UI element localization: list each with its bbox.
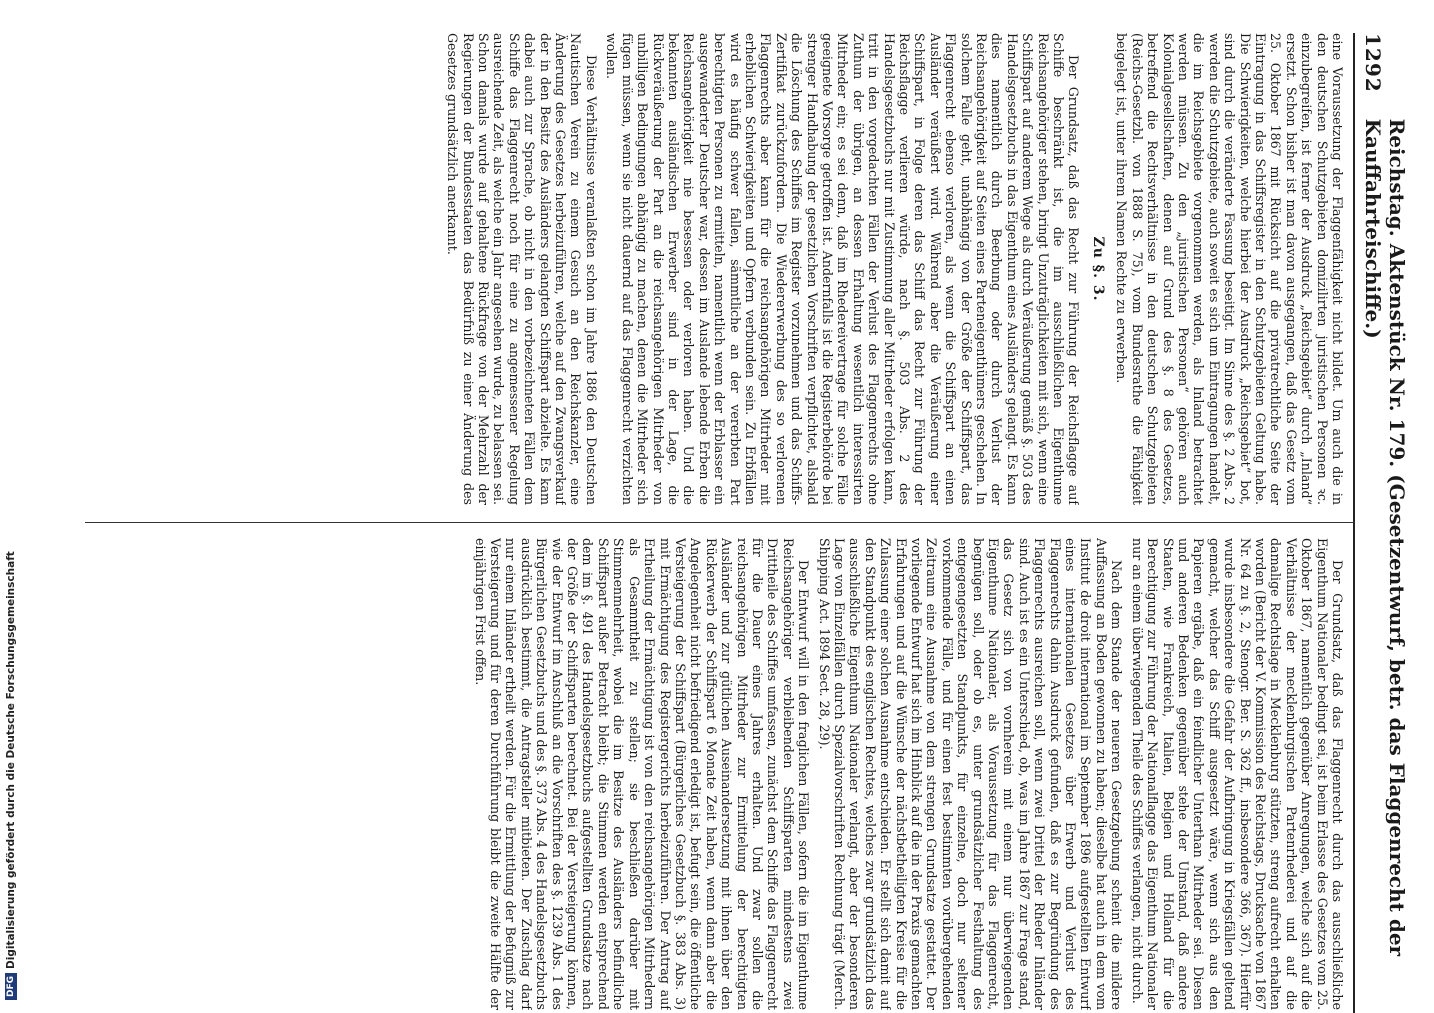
digitization-credit — [0, 0, 40, 1000]
paragraph: Diese Verhältnisse veranlaßten schon im Jahre 1886 den Deutschen Nautischen Verein zu einem Gesuch an den Reichskanzler, eine Änderung des Gesetzes herbeizuführen, welche auf den Zwangsverkauf der in den Besitz des Ausländers gelangten Schiffspart abzielte. Es kam dabei auch zur Sprache, ob nicht in den vorbezeichneten Fällen dem Schiffe das Flaggenrecht noch für eine zu angemessener Regelung ausreichende Zeit, als welche ein Jahr angesehen wurde, zu belassen sei. Schon damals wurde auf gehaltene Rückfrage von der Mehrzahl der Regierungen der Bundesstaaten das Bedürfniß zu einer Änderung des Gesetzes grundsätzlich anerkannt. — [445, 33, 599, 505]
page-title: Reichstag. Aktenstück Nr. 179. (Gesetzentwurf, betr. das Flaggenrecht der Kauffahrteischiffe.) — [1361, 118, 1409, 957]
right-column — [95, 538, 1345, 1010]
paragraph: Der Grundsatz, daß das Flaggenrecht durch das ausschließliche Eigenthum Nationaler bedingt sei, ist beim Erlasse des Gesetzes vom 25. Oktober 1867, namentlich gegenüber Anregungen, welche sich auf die Verhältnisse der mecklenburgischen Partenrhederei und auf die damalige Rechtslage in Mecklenburg stützten, streng aufrecht erhalten worden (Bericht der V. Kommission des Reichstags, Drucksache von 1867 Nr. 64 zu §. 2, Stenogr. Ber. S. 362 ff., insbesondere 366, 367). Hierfür wurde insbesondere die Gefahr der Aufbringung in Kriegsfällen geltend gemacht, welcher das Schiff ausgesetzt wäre, wenn sich aus den Papieren ergäbe, daß ein feindlicher Unterthan Mitrheder sei. Diesen und anderen Bedenken gegenüber stehe der Umstand, daß andere Staaten, wie Frankreich, Italien, Belgien und Holland für die Berechtigung zur Führung der Nationalflagge das Eigenthum Nationaler nur an einem überwiegenden Theile des Schiffes verlangen, nicht durch. — [1129, 538, 1345, 1010]
section-heading: Zu §. 3. — [1089, 236, 1106, 302]
header-rule — [1353, 33, 1355, 1013]
page-header — [1361, 33, 1409, 1013]
paragraph: Der Grundsatz, daß das Recht zur Führung der Reichsflagge auf Schiffe beschränkt ist, die im ausschließlichen Eigenthume Reichsangehöriger stehen, bringt Unzuträglichkeiten mit sich, wenn eine Schiffspart auf anderem Wege als durch Veräußerung gemäß §. 503 des Handelsgesetzbuchs in das Eigenthum eines Ausländers gelangt. Es kann dies namentlich durch Beerbung oder durch Verlust der Reichsangehörigkeit auf Seiten eines Parteneigenthümers geschehen. In solchem Falle geht, unabhängig von der Größe der Schiffspart, das Flaggenrecht ebenso verloren, als wenn die Schiffspart an einen Ausländer veräußert wird. Während aber die Veräußerung einer Schiffspart, in Folge deren das Schiff das Recht zur Führung der Reichsflagge verlieren würde, nach §. 503 Abs. 2 des Handelsgesetzbuchs nur mit Zustimmung aller Mitrheder erfolgen kann, tritt in den vorgedachten Fällen der Verlust des Flaggenrechts ohne Zuthun der übrigen, an dessen Erhaltung wesentlich interessirten Mitrheder ein; es sei denn, daß im Rhedereivertrage für solche Fälle geeignete Vorsorge getroffen ist. Andernfalls ist die Registerbehörde bei strenger Handhabung der gesetzlichen Vorschriften verpflichtet, alsbald die Löschung des Schiffes im Register vorzunehmen und das Schiffs-Zertifikat zurückzufordern. Die Wiedererwerbung des so verlorenen Flaggenrechts aber kann für die reichsangehörigen Mitrheder mit erheblichen Schwierigkeiten und Opfern verbunden sein. Zu Erbfällen wird es häufig schwer fallen, sämmtliche an der vererbten Part berechtigten Personen zu ermitteln, namentlich wenn der Erblasser ein ausgewanderter Deutscher war, dessen im Auslande lebende Erben die Reichsangehörigkeit nie besessen oder verloren haben. Und die bekannten ausländischen Erwerber sind in der Lage, die Rückveräußerung der Part an die reichsangehörigen Mitrheder von unbilligen Bedingungen abhängig zu machen, denen die Mitrheder sich fügen müssen, wenn sie nicht dauernd auf das Flaggenrecht verzichten wollen. — [604, 33, 1082, 505]
paragraph: eine Voraussetzung der Flaggenfähigkeit nicht bildet. Um auch die in den deutschen Schutzgebieten domizilirten juristischen Personen ꝛc. einzubegreifen, ist ferner der Ausdruck „Reichsgebiet“ durch „Inland“ ersetzt. Schon bisher ist man davon ausgegangen, daß das Gesetz vom 25. Oktober 1867 mit Rücksicht auf die privatrechtliche Seite der Eintragung in das Schiffsregister in den Schutzgebieten Geltung habe. Die Schwierigkeiten, welche hierbei der Ausdruck „Reichsgebiet“ bot, sind durch die veränderte Fassung beseitigt. Im Sinne des §. 2 Abs. 2 werden die Schutzgebiete, auch soweit es sich um Eintragungen handelt, die im Reichsgebiete vorgenommen werden, als Inland betrachtet werden müssen. Zu den „juristischen Personen“ gehören auch Kolonialgesellschaften, denen auf Grund des §. 8 des Gesetzes, betreffend die Rechtsverhältnisse in den deutschen Schutzgebieten (Reichs-Gesetzbl. von 1888 S. 75), vom Bundesrathe die Fähigkeit beigelegt ist, unter ihrem Namen Rechte zu erwerben. — [1114, 33, 1345, 505]
dfg-logo: DFG — [5, 973, 17, 1000]
digitization-credit-text: Digitalisierung gefördert durch die Deutsche Forschungsgemeinschaft — [5, 551, 17, 969]
document-page — [85, 33, 1409, 1013]
left-column — [95, 33, 1345, 505]
column-divider — [85, 522, 1355, 523]
paragraph: Nach dem Stande der neueren Gesetzgebung scheint die mildere Auffassung an Boden gewonnen zu haben; dieselbe hat auch in dem vom Institut de droit international im September 1896 aufgestellten Entwurf eines internationalen Gesetzes über Erwerb und Verlust des Flaggenrechts dahin Ausdruck gefunden, daß es zur Begründung des Flaggenrechts ausreichen soll, wenn zwei Drittel der Rheder Inländer sind. Auch ist es ein Unterschied, ob, was im Jahre 1867 zur Frage stand, das Gesetz sich von vornherein mit einem nur überwiegenden Eigenthume Nationaler, als Voraussetzung für das Flaggenrecht, begnügen soll, oder ob es, unter grundsätzlicher Festhaltung des entgegengesetzten Standpunkts, für einzelne, doch nur seltener vorkommende Fälle, und für einen fest bestimmten vorübergehenden Zeitraum eine Ausnahme von dem strengen Grundsatze gestattet. Der vorliegende Entwurf hat sich im Hinblick auf die in der Praxis gemachten Erfahrungen und auf die Wünsche der nächstbetheiligten Kreise für die Zulassung einer solchen Ausnahme entschieden. Er stellt sich damit auf den Standpunkt des englischen Rechtes, welches zwar grundsätzlich das ausschließliche Eigenthum Nationaler verlangt, aber der besonderen Lage von Einzelfällen durch Spezialvorschriften Rechnung trägt (Merch. Shipping Act. 1894 Sect. 28, 29). — [816, 538, 1125, 1010]
page-number: 1292 — [1361, 33, 1385, 93]
paragraph: Der Entwurf will in den fraglichen Fällen, sofern die im Eigenthume Reichsangehöriger verbleibenden Schiffsparten mindestens zwei Drittheile des Schiffes umfassen, zunächst dem Schiffe das Flaggenrecht für die Dauer eines Jahres erhalten. Und zwar sollen die reichsangehörigen Mitrheder zur Ermittelung der berechtigten Ausländer und zur gütlichen Auseinandersetzung mit ihnen über den Rückerwerb der Schiffspart 6 Monate Zeit haben, wenn dann aber die Angelegenheit nicht befriedigend erledigt ist, befugt sein, die öffentliche Versteigerung der Schiffspart (Bürgerliches Gesetzbuch §. 383 Abs. 3) mit Ermächtigung des Registergerichts herbeizuführen. Der Antrag auf Ertheilung der Ermächtigung ist von den reichsangehörigen Mitrhedern als Gesammtheit zu stellen; sie beschließen darüber mit Stimmenmehrheit, wobei die im Besitze des Ausländers befindliche Schiffspart außer Betracht bleibt; die Stimmen werden entsprechend dem im §. 491 des Handelsgesetzbuchs aufgestellten Grundsatze nach der Größe der Schiffsparten berechnet. Bei der Versteigerung können, wie der Entwurf im Anschluß an die Vorschriften des §. 1239 Abs. 1 des Bürgerlichen Gesetzbuchs und des §. 373 Abs. 4 des Handelsgesetzbuchs ausdrücklich bestimmt, die Antragsteller mitbieten. Der Zuschlag darf nur einem Inländer ertheilt werden. Für die Ermittlung der Befugniß zur Versteigerung und für deren Durchführung bleibt die zweite Hälfte der einjährigen Frist offen. — [472, 538, 812, 1010]
